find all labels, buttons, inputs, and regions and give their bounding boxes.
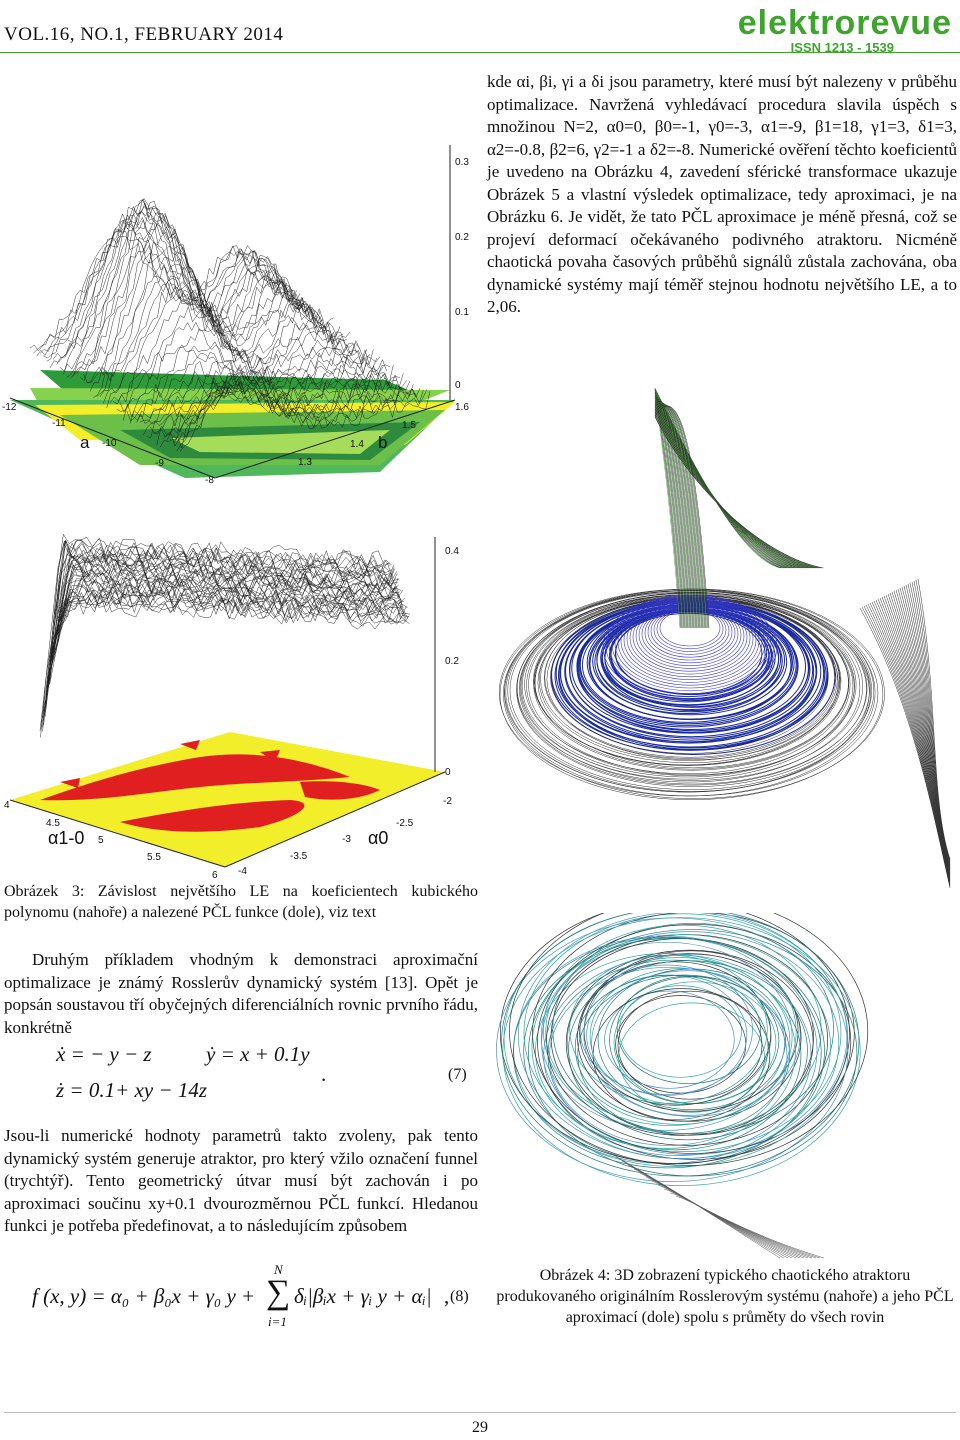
wireframe-line [52,571,402,666]
attractor-top-curves [499,388,950,888]
equation-7 [56,1042,476,1112]
attractor-loop [578,975,790,1134]
attractor-loop [533,913,855,1153]
z-tick: 0.2 [445,656,459,667]
eq8-comma: , [444,1284,450,1308]
wireframe-line [40,534,390,731]
attractor-loop [619,1003,765,1112]
paragraph-parameters: kde αi, βi, γi a δi jsou parametry, které musí být nalezeny v průběhu optimalizace. Navržená vyhledávací procedura slavila úspěch s množinou N=2, α0=0, β0=-1, γ0=-3, α1=-9, β1=18, γ1=3, δ1=3, α2=-0.8, β2=6, γ2=-1 a δ2=-8. Numerické ověření těchto koeficientů je uvedeno na Obrázku 4, zavedení sférické transformace ukazuje Obrázek 5 a vlastní výsledek optimalizace, tedy aproximaci, je na Obrázku 6. Je vidět, že tato PČL aproximace je méně přesná, což se projeví deformací očekávaného podivného atraktoru. Nicméně chaotická povaha časových průběhů signálů zůstala zachována, oba dynamické systémy mají téměř stejnou hodnotu největšího LE, a to 2,06. [487,72,957,316]
figure3-bottom-plot [0,482,480,882]
wireframe-line [50,565,400,685]
b-tick: 1.6 [455,402,469,413]
eq8-rhs: δᵢ|βᵢx + γᵢ y + αᵢ| [294,1284,432,1308]
wireframe-line [54,579,404,646]
a-tick: -9 [155,458,164,469]
z-tick: 0.3 [455,157,469,168]
logo-text: elektrorevue [737,4,952,42]
alpha1-tick: 4 [4,800,10,811]
wireframe-line [48,560,398,676]
b-tick: 1.5 [402,420,416,431]
alpha0-tick: -4 [238,866,247,877]
paragraph-funnel: Jsou-li numerické hodnoty parametrů takto zvoleny, pak tento dynamický systém generuje atraktor, pro který vžilo označení funnel (trychtýř). Tento geometrický útvar musí být zachován i po aproximaci součinu xy+0.1 dvourozměrnou PČL funkcí. Hledanou funkci je potřeba předefinovat, a to následujícím způsobem [4,1126,478,1235]
attractor-tail [676,1197,824,1258]
eq7-xdot: ẋ = − y − z [56,1042,152,1066]
issn-label: ISSN 1213 - 1539 [790,40,894,55]
z-tick: 0 [445,767,451,778]
alpha1-tick: 6 [212,870,218,881]
a-tick: -12 [2,402,17,413]
a-tick: -10 [102,438,117,449]
journal-volume: VOL.16, NO.1, FEBRUARY 2014 [4,24,284,45]
figure3-bottom-wireframe [40,534,410,737]
attractor-bottom-curves [496,913,867,1258]
axis-label-b: b [378,433,388,452]
wireframe-line [42,540,392,727]
equation-8 [4,1262,480,1332]
wireframe-line [53,203,303,359]
alpha0-tick: -3.5 [290,851,308,862]
eq7-period: . [321,1062,327,1086]
z-tick: 0.4 [445,546,459,557]
attractor-tail [670,1193,820,1258]
eq8-number: (8) [450,1288,469,1305]
alpha1-tick: 5 [98,835,104,846]
attractor-loop [614,982,776,1104]
wireframe-line [70,206,320,378]
a-tick: -8 [205,475,214,486]
eq8-sum-symbol: ∑ [266,1274,291,1311]
alpha0-tick: -3 [342,834,351,845]
z-tick: 0 [455,380,461,391]
eq8-sum-bottom: i=1 [268,1314,287,1329]
header-rule [0,52,960,53]
page-number: 29 [472,1419,488,1436]
axis-label-a: a [80,433,90,452]
a-tick: -11 [52,418,66,429]
attractor-loop [577,954,801,1122]
wireframe-line [53,575,403,639]
wireframe-line [77,213,327,374]
wireframe-line [30,231,280,351]
attractor-tail [866,605,950,885]
figure4-attractor-top [480,368,960,913]
z-tick: 0.2 [455,232,469,243]
b-tick: 1.4 [350,439,364,450]
figure3-caption: Obrázek 3: Závislost největšího LE na koeficientech kubického polynomu (nahoře) a nalezené PČL funkce (dole), viz text [4,883,478,921]
alpha1-tick: 4.5 [46,818,60,829]
wireframe-line [42,541,392,722]
attractor-loop [543,925,821,1133]
b-tick: 1.3 [298,457,312,468]
figure4-caption: Obrázek 4: 3D zobrazení typického chaotického atraktoru produkovaného originálním Rosslerovým systému (nahoře) a jeho PČL aproximací (dole) spolu s průměty do všech rovin [496,1267,954,1326]
eq7-number: (7) [448,1066,467,1083]
figure4-attractor-bottom [480,913,960,1268]
alpha0-tick: -2.5 [396,818,414,829]
eq7-ydot: ẏ = x + 0.1y [206,1042,310,1066]
journal-logo [738,6,952,55]
alpha1-tick: 5.5 [147,852,161,863]
z-tick: 0.1 [455,307,469,318]
eq8-sum-top: N [274,1262,283,1277]
attractor-loop [592,971,785,1116]
eq8-lhs: f (x, y) = α₀ + β₀x + γ₀ y + [32,1284,256,1308]
wireframe-line [51,568,401,657]
eq7-zdot: ż = 0.1+ xy − 14z [56,1078,207,1102]
footer-rule [4,1412,956,1413]
attractor-tail [868,604,950,884]
attractor-loop [575,975,768,1120]
attractor-tail [634,1169,796,1258]
axis-label-alpha0: α0 [368,828,389,848]
wireframe-line [57,199,307,365]
wireframe-line [60,199,310,371]
attractor-tail [864,606,950,886]
alpha0-tick: -2 [443,796,452,807]
paragraph-rossler-intro: Druhým příkladem vhodným k demonstraci aproximační optimalizace je známý Rosslerův dynamický systém [13]. Opět je popsán soustavou tří obyčejných diferenciálních rovnic prvního řádu, konkrétně [4,950,478,1037]
figure3-top-plot [0,70,480,490]
axis-label-alpha1: α1-0 [48,828,85,848]
